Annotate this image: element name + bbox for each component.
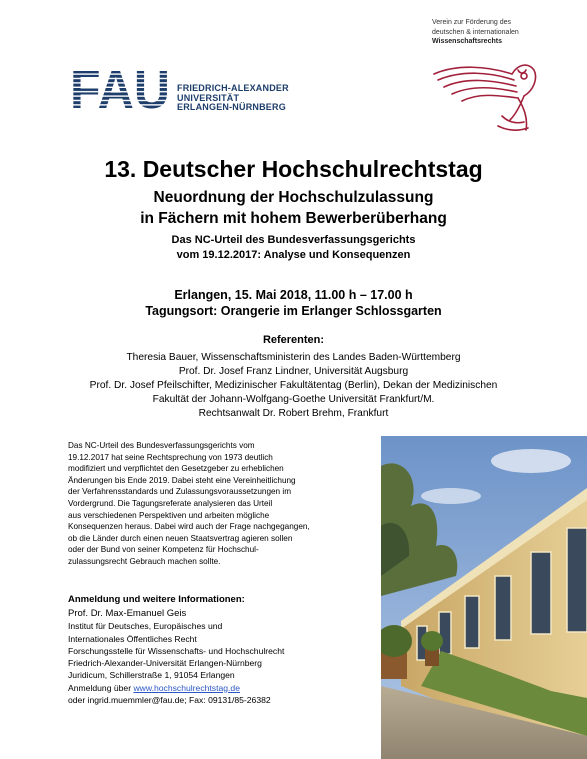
orangerie-photo [381, 436, 587, 759]
verein-line: deutschen & internationalen [432, 28, 519, 36]
verein-line: Verein zur Förderung des [432, 19, 511, 26]
verein-name [432, 18, 519, 47]
event-date-time: Erlangen, 15. Mai 2018, 11.00 h – 17.00 h [174, 288, 413, 302]
contact-line: Friedrich-Alexander-Universität Erlangen-Nürnberg [68, 658, 262, 669]
referent-line: Prof. Dr. Josef Pfeilschifter, Medizinischer Fakultätentag (Berlin), Dekan der Medizinischen [89, 380, 498, 391]
event-subtitle-line: Neuordnung der Hochschulzulassung [153, 189, 434, 206]
intro-paragraph [68, 440, 368, 568]
university-name [177, 84, 289, 113]
university-name-line: UNIVERSITÄT [177, 92, 240, 103]
referent-line: Fakultät der Johann-Wolfgang-Goethe Universität Frankfurt/M. [152, 394, 435, 405]
intro-line: 19.12.2017 hat seine Rechtsprechung von 1973 deutlich [68, 452, 273, 462]
university-name-line: ERLANGEN-NÜRNBERG [177, 102, 286, 112]
intro-line: ob die Länder durch einen neuen Staatsvertrag agieren sollen [68, 533, 293, 543]
event-title: 13. Deutscher Hochschulrechtstag [104, 156, 483, 182]
fau-logo [70, 66, 170, 110]
registration-prefix: Anmeldung über [68, 682, 134, 693]
registration-link[interactable]: www.hochschulrechtstag.de [133, 682, 240, 693]
intro-line: aus verschiedenen Perspektiven und arbeiten mögliche [68, 510, 270, 520]
registration-line [68, 682, 284, 694]
verein-line-strong: Wissenschaftsrechts [432, 38, 502, 45]
owl-logo-icon [432, 56, 542, 136]
contact-line: Forschungsstelle für Wissenschafts- und Hochschulrecht [68, 645, 285, 656]
event-subsubtitle [0, 233, 587, 262]
referent-line: Rechtsanwalt Dr. Robert Brehm, Frankfurt [198, 408, 389, 419]
intro-line: Änderungen bis Ende 2019. Dabei steht eine Vereinheitlichung [68, 475, 296, 485]
intro-line: zulassungsrecht Gebrauch machen sollte. [68, 556, 221, 566]
intro-line: Konsequenzen heraus. Dabei wird auch der Frage nachgegangen, [68, 522, 310, 532]
university-name-line: FRIEDRICH-ALEXANDER [177, 83, 289, 93]
contact-heading: Anmeldung und weitere Informationen: [68, 594, 245, 605]
event-subsubtitle-line: vom 19.12.2017: Analyse und Konsequenzen [176, 248, 411, 261]
intro-line: Vordergrund. Die Tagungsreferate analysieren das Urteil [68, 498, 273, 508]
contact-line: Institut für Deutsches, Europäisches und [68, 621, 223, 632]
event-info [0, 287, 587, 319]
referenten-heading: Referenten: [262, 334, 325, 346]
event-subsubtitle-line: Das NC-Urteil des Bundesverfassungsgerichts [171, 234, 416, 246]
contact-line: Juridicum, Schillerstraße 1, 91054 Erlangen [68, 670, 235, 681]
contact-block [68, 608, 284, 706]
intro-line: oder der Bund von seiner Kompetenz für Hochschul- [68, 545, 259, 555]
fau-logo-letters: FAU [70, 66, 170, 110]
event-venue: Tagungsort: Orangerie im Erlanger Schlossgarten [145, 304, 442, 318]
intro-line: der Verfahrensstandards und Zulassungsvoraussetzungen im [68, 487, 292, 497]
intro-line: Das NC-Urteil des Bundesverfassungsgerichts vom [68, 441, 255, 450]
event-subtitle [0, 187, 587, 229]
event-subtitle-line: in Fächern mit hohem Bewerberüberhang [140, 210, 447, 227]
email-fax-line: oder ingrid.muemmler@fau.de; Fax: 09131/85-26382 [68, 695, 271, 706]
contact-line: Internationales Öffentliches Recht [68, 633, 197, 644]
referenten-list [0, 351, 587, 421]
intro-line: modifiziert und verpflichtet den Gesetzgeber zu erheblichen [68, 464, 284, 474]
contact-name: Prof. Dr. Max-Emanuel Geis [68, 608, 187, 619]
referent-line: Theresia Bauer, Wissenschaftsministerin des Landes Baden-Württemberg [126, 352, 461, 363]
referent-line: Prof. Dr. Josef Franz Lindner, Universität Augsburg [178, 366, 409, 377]
